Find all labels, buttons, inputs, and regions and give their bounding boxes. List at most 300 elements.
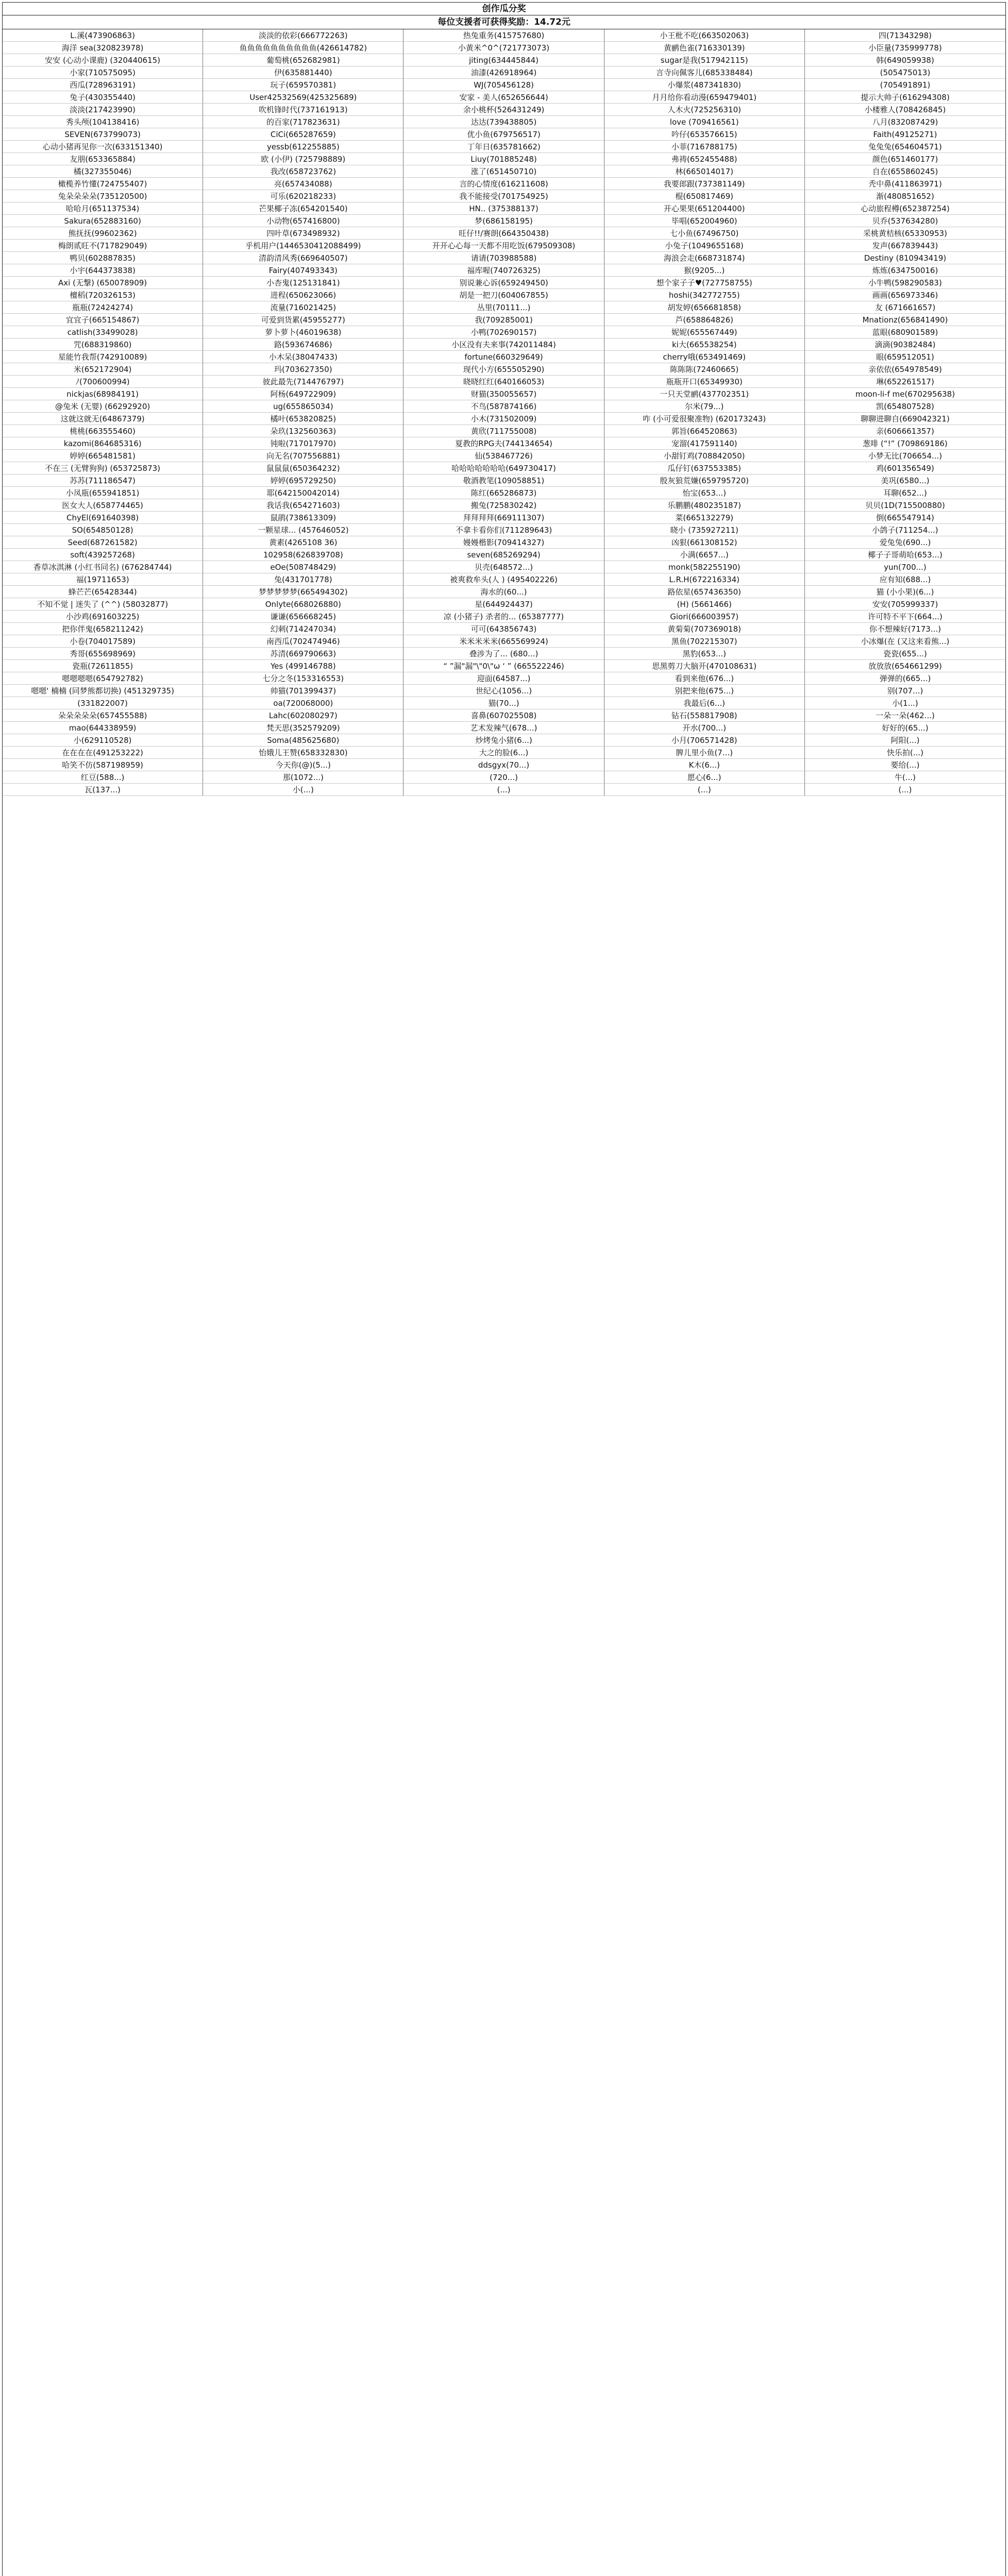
supporter-cell: (720...) [404, 771, 604, 784]
supporter-cell: 小甜钉鸡(708842050) [604, 450, 805, 462]
supporter-cell: 不知不觉 | 迷失了 (^^) (58032877) [3, 598, 203, 611]
supporter-cell: 应有知(688...) [805, 573, 1005, 586]
supporter-cell: 眼(659512051) [805, 351, 1005, 363]
supporter-cell: 别说兼心诉(659249450) [404, 277, 604, 289]
supporter-cell: 美巩(6580...) [805, 474, 1005, 487]
sheet-title: 创作瓜分奖 [3, 3, 1005, 15]
supporter-cell: 安家 - 美人(652656644) [404, 91, 604, 104]
supporter-cell: 阿杨(649722909) [203, 388, 404, 400]
supporter-cell: Lahc(602080297) [203, 709, 404, 722]
supporter-cell: 晓晓红红(640166053) [404, 376, 604, 388]
supporter-cell: 凉 (小猪子) 杀者的... (65387777) [404, 611, 604, 623]
supporter-cell: 滴滴(90382484) [805, 338, 1005, 351]
supporter-cell: 贝壳(648572...) [404, 561, 604, 573]
supporter-cell: 好好的(65...) [805, 722, 1005, 734]
supporter-cell: 鱼鱼鱼鱼鱼鱼鱼鱼鱼鱼(426614782) [203, 42, 404, 54]
supporter-cell: 秀哥(655698969) [3, 648, 203, 660]
supporter-cell: 哈笑不仿(587198959) [3, 759, 203, 771]
supporter-cell: monk(582255190) [604, 561, 805, 573]
supporter-cell: 渐(480851652) [805, 190, 1005, 202]
supporter-cell: 婷婷(695729250) [203, 474, 404, 487]
supporter-cell: 丛里(70111...) [404, 301, 604, 314]
supporter-cell: 梅朗贰旺不(717829049) [3, 240, 203, 252]
supporter-cell: 萝卜萝卜(46019638) [203, 326, 404, 338]
supporter-cell: 熊抚抚(99602362) [3, 227, 203, 240]
supporter-cell: Destiny (810943419) [805, 252, 1005, 264]
supporter-cell: (505475013) [805, 66, 1005, 79]
supporter-cell: 炒烤兔小猪(6...) [404, 734, 604, 747]
supporter-cell: fortune(660329649) [404, 351, 604, 363]
supporter-cell: 橄榄养竹懂(724755407) [3, 178, 203, 190]
supporter-cell: 看到来他(676...) [604, 672, 805, 685]
supporter-cell: 愿心(6...) [604, 771, 805, 784]
supporter-cell: 拜拜拜拜(669111307) [404, 512, 604, 524]
supporter-cell: SEVEN(673799073) [3, 128, 203, 141]
supporter-cell: (...) [805, 784, 1005, 796]
supporter-cell: 小宇(644373838) [3, 264, 203, 277]
supporter-cell: 钻石(558817908) [604, 709, 805, 722]
supporter-cell: 一只天堂鹂(437702351) [604, 388, 805, 400]
supporter-cell: 苏清(669790663) [203, 648, 404, 660]
supporter-cell: 瓷瓶(72611855) [3, 660, 203, 672]
supporter-cell: 葱啡 (“!” (709869186) [805, 437, 1005, 450]
supporter-cell: 芦(658864826) [604, 314, 805, 326]
supporter-cell: 梦梦梦梦梦(665494302) [203, 586, 404, 598]
supporter-cell: 自在(655860245) [805, 165, 1005, 178]
supporter-cell: 路依星(657436350) [604, 586, 805, 598]
supporter-cell: 别(707...) [805, 685, 1005, 697]
supporter-cell: 红豆(588...) [3, 771, 203, 784]
supporter-cell: (705491891) [805, 79, 1005, 91]
supporter-cell: 檀稻(720326153) [3, 289, 203, 301]
supporter-cell: 小楼雅人(708426845) [805, 104, 1005, 116]
supporter-cell: 鸭贝(602887835) [3, 252, 203, 264]
supporter-cell: Onlyte(668026880) [203, 598, 404, 611]
supporter-cell: love (709416561) [604, 116, 805, 128]
supporter-cell: 旺仔!!/赛朗(664350438) [404, 227, 604, 240]
supporter-cell: 丁年日(635781662) [404, 141, 604, 153]
supporter-cell: 兔兔兔(654604571) [805, 141, 1005, 153]
supporter-cell: Liuy(701885248) [404, 153, 604, 165]
supporter-cell: 彼此最先(714476797) [203, 376, 404, 388]
supporter-cell: mao(644338959) [3, 722, 203, 734]
supporter-cell: ki大(665538254) [604, 338, 805, 351]
supporter-cell: 米(652172904) [3, 363, 203, 376]
supporter-cell: 蓝眼(680901589) [805, 326, 1005, 338]
supporter-cell: 要给(...) [805, 759, 1005, 771]
supporter-cell: 小木呆(38047433) [203, 351, 404, 363]
supporter-cell: yessb(612255885) [203, 141, 404, 153]
supporter-cell: 爱兔兔(690...) [805, 536, 1005, 549]
supporter-cell: 一朵一朵(462...) [805, 709, 1005, 722]
supporter-cell: 胡发婷(656681858) [604, 301, 805, 314]
supporter-cell: 香草冰淇淋 (小红书同名) (676284744) [3, 561, 203, 573]
supporter-cell: catlish(33499028) [3, 326, 203, 338]
supporter-cell: 聊聊进聊自(669042321) [805, 413, 1005, 425]
supporter-cell: 嫚嫚楷影(709414327) [404, 536, 604, 549]
supporter-cell: 尔米(79...) [604, 400, 805, 413]
supporter-cell: 心动旅程樽(652387254) [805, 202, 1005, 215]
supporter-cell: 涨了(651450710) [404, 165, 604, 178]
supporter-cell: 颜色(651460177) [805, 153, 1005, 165]
supporter-cell: 小月(706571428) [604, 734, 805, 747]
supporter-cell: 热兔重务(415757680) [404, 29, 604, 42]
supporter-cell: 乐鹏鹏(480235187) [604, 499, 805, 512]
supporter-cell: 橘(327355046) [3, 165, 203, 178]
supporter-cell: 苏苏(711186547) [3, 474, 203, 487]
supporter-cell: 许可特不平下(664...) [805, 611, 1005, 623]
supporter-cell: 妮妮(655567449) [604, 326, 805, 338]
supporter-cell: 海浪会走(668731874) [604, 252, 805, 264]
supporter-cell: 福库喔(740726325) [404, 264, 604, 277]
supporter-cell: 你不想辣好(7173...) [805, 623, 1005, 635]
supporter-cell: 猴(9205...) [604, 264, 805, 277]
supporter-cell: 小王枇不吃(663502063) [604, 29, 805, 42]
supporter-cell: 兔(431701778) [203, 573, 404, 586]
supporter-cell: 贝乔(537634280) [805, 215, 1005, 227]
supporter-cell: 瓶瓶开口(65349930) [604, 376, 805, 388]
supporter-cell: 葡萄桃(652682981) [203, 54, 404, 66]
supporter-cell: 黄素(4265108 36) [203, 536, 404, 549]
supporter-cell: “ ”漏"漏"\"0\"ω ‘ ” (665522246) [404, 660, 604, 672]
supporter-cell: 放放放(654661299) [805, 660, 1005, 672]
supporter-cell: 鸡(601356549) [805, 462, 1005, 474]
supporter-cell: 阿阳(...) [805, 734, 1005, 747]
supporter-cell: 敬酒教笔(109058851) [404, 474, 604, 487]
sheet-subtitle: 每位支援者可获得奖励：14.72元 [3, 15, 1005, 29]
supporter-cell: 小(629110528) [3, 734, 203, 747]
supporter-cell: 的百家(717823631) [203, 116, 404, 128]
supporter-cell: 欧 (小伊) (725798889) [203, 153, 404, 165]
supporter-cell: 不在三 (无臂狗狗) (653725873) [3, 462, 203, 474]
supporter-cell: 小兔子(1049655168) [604, 240, 805, 252]
supporter-cell: 安安(705999337) [805, 598, 1005, 611]
supporter-cell: 黄欣(711755008) [404, 425, 604, 437]
supporter-cell: 瓦(137...) [3, 784, 203, 796]
supporter-cell: Sakura(652883160) [3, 215, 203, 227]
supporter-cell: 鼠鹃(738613309) [203, 512, 404, 524]
supporter-cell: 吟仔(653576615) [604, 128, 805, 141]
supporter-cell: 淡淡(217423990) [3, 104, 203, 116]
supporter-cell: 殷灰狼荒嫌(659795720) [604, 474, 805, 487]
supporter-cell: 四(71343298) [805, 29, 1005, 42]
supporter-cell: 言的心情度(616211608) [404, 178, 604, 190]
supporter-cell: 思黑剪刀大脑开(470108631) [604, 660, 805, 672]
supporter-cell: 倒(665547914) [805, 512, 1005, 524]
supporter-cell: HN.. (375388137) [404, 202, 604, 215]
supporter-cell: 小动物(657416800) [203, 215, 404, 227]
supporter-cell: Faith(49125271) [805, 128, 1005, 141]
supporter-cell: WJ(705456128) [404, 79, 604, 91]
supporter-cell: 喜鼻(607025508) [404, 709, 604, 722]
supporter-cell: 凶狠(661308152) [604, 536, 805, 549]
supporter-cell: Giori(666003957) [604, 611, 805, 623]
supporter-cell: 油漆(426918964) [404, 66, 604, 79]
supporter-cell: 采桃黄桔核(65330953) [805, 227, 1005, 240]
supporter-cell: (...) [404, 784, 604, 796]
supporter-cell: 玩子(659570381) [203, 79, 404, 91]
supporter-cell: 猫 (小小果)(6...) [805, 586, 1005, 598]
supporter-cell: User42532569(425325689) [203, 91, 404, 104]
supporter-cell: 凯(654807528) [805, 400, 1005, 413]
supporter-cell: 言寺向佩客儿(685338484) [604, 66, 805, 79]
supporter-cell: 鼠鼠鼠(650364232) [203, 462, 404, 474]
supporter-cell: 桃桃(663555460) [3, 425, 203, 437]
supporter-cell: 怡宝(653...) [604, 487, 805, 499]
supporter-cell: 小黄米^0^(721773073) [404, 42, 604, 54]
supporter-cell: 瓶瓶(72424274) [3, 301, 203, 314]
supporter-cell: 叠涉为了... (680...) [404, 648, 604, 660]
supporter-cell: 西瓜(728963191) [3, 79, 203, 91]
supporter-cell: 炼炼(634750016) [805, 264, 1005, 277]
supporter-cell: 星能竹我帮(742910089) [3, 351, 203, 363]
supporter-cell: 小鸽子(711254...) [805, 524, 1005, 536]
supporter-cell: 林(665014017) [604, 165, 805, 178]
supporter-cell: 小卷(704017589) [3, 635, 203, 648]
supporter-cell: 亲依依(654978549) [805, 363, 1005, 376]
supporter-cell: 心动小猪再见你一次(633151340) [3, 141, 203, 153]
supporter-cell: 开开心心每一天都不用吃饭(679509308) [404, 240, 604, 252]
supporter-cell: 安安 (心动小课鹿) (320440615) [3, 54, 203, 66]
supporter-cell: 谦谦(656668245) [203, 611, 404, 623]
supporter-cell: 那(1072...) [203, 771, 404, 784]
supporter-cell: 郭旨(664520863) [604, 425, 805, 437]
supporter-cell: 芒果椰子冻(654201540) [203, 202, 404, 215]
supporter-cell: 小满(6657...) [604, 549, 805, 561]
supporter-cell: 亮(657434088) [203, 178, 404, 190]
supporter-cell: 蜂芒芒(65428344) [3, 586, 203, 598]
supporter-cell: 我要郎跟(737381149) [604, 178, 805, 190]
supporter-cell: 哈哈哈哈哈哈哈(649730417) [404, 462, 604, 474]
supporter-cell: 现代小方(655505290) [404, 363, 604, 376]
supporter-cell: SO(654850128) [3, 524, 203, 536]
supporter-cell: K木(6...) [604, 759, 805, 771]
supporter-cell: 小杏鬼(125131841) [203, 277, 404, 289]
supporter-cell: 梦(686158195) [404, 215, 604, 227]
supporter-cell: Seed(687261582) [3, 536, 203, 549]
supporter-cell: 黑鱼(702215307) [604, 635, 805, 648]
supporter-cell: L.R.H(672216334) [604, 573, 805, 586]
supporter-cell: 大之的脸(6...) [404, 747, 604, 759]
supporter-cell: 乎机用户(1446530412088499) [203, 240, 404, 252]
supporter-cell: 清韵清风秀(669640507) [203, 252, 404, 264]
supporter-cell: kazomi(864685316) [3, 437, 203, 450]
supporter-cell: 请请(703988588) [404, 252, 604, 264]
supporter-cell: 财猫(350055657) [404, 388, 604, 400]
supporter-cell: 秀头颅(104138416) [3, 116, 203, 128]
supporter-cell: 可可(643856743) [404, 623, 604, 635]
supporter-cell: 小区没有夫来事(742011484) [404, 338, 604, 351]
supporter-cell: 小冰爆(在 (又这来看熊...) [805, 635, 1005, 648]
supporter-cell: 朵朵朵朵朵(657455588) [3, 709, 203, 722]
supporter-cell: 瓜仔钉(637553385) [604, 462, 805, 474]
supporter-cell: L.溪(473906863) [3, 29, 203, 42]
supporter-cell: 我改(658723762) [203, 165, 404, 178]
supporter-cell: 达达(739438805) [404, 116, 604, 128]
supporter-cell: 把你伴鬼(658211242) [3, 623, 203, 635]
supporter-cell: 幻刺(714247034) [203, 623, 404, 635]
supporter-cell: 小鸭(702690157) [404, 326, 604, 338]
supporter-cell: 棍(650817469) [604, 190, 805, 202]
supporter-cell: oa(720068000) [203, 697, 404, 709]
supporter-cell: 小木(731502009) [404, 413, 604, 425]
supporter-cell: 在在在在(491253222) [3, 747, 203, 759]
supporter-cell: 脾儿里小鱼(7...) [604, 747, 805, 759]
supporter-cell: 我话我(654271603) [203, 499, 404, 512]
supporter-cell: 七小鱼(67496750) [604, 227, 805, 240]
supporter-cell: (331822007) [3, 697, 203, 709]
supporter-cell: Fairy(407493343) [203, 264, 404, 277]
supporter-cell: eOe(508748429) [203, 561, 404, 573]
supporter-cell: seven(685269294) [404, 549, 604, 561]
supporter-cell: 宠溜(417591140) [604, 437, 805, 450]
supporter-cell: 世纪心(1056...) [404, 685, 604, 697]
supporter-cell: 小(...) [203, 784, 404, 796]
supporter-cell: 画画(656973346) [805, 289, 1005, 301]
supporter-cell: 黄菊菊(707369018) [604, 623, 805, 635]
supporter-cell: 咋 (小可爱很聚准物) (620173243) [604, 413, 805, 425]
supporter-cell: 小(1...) [805, 697, 1005, 709]
supporter-cell: ﾉ(700600994) [3, 376, 203, 388]
supporter-cell: 琳(652261517) [805, 376, 1005, 388]
supporter-cell: 小臣量(735999778) [805, 42, 1005, 54]
supporter-cell: 小爆浆(487341830) [604, 79, 805, 91]
supporter-cell: 米米米米米(665569924) [404, 635, 604, 648]
supporter-cell: 不鸟(587874166) [404, 400, 604, 413]
supporter-cell: 海洋 sea(320823978) [3, 42, 203, 54]
supporter-cell: 福(19711653) [3, 573, 203, 586]
supporter-cell: 友 (671661657) [805, 301, 1005, 314]
supporter-cell: soft(439257268) [3, 549, 203, 561]
supporter-cell: 吹机锋时代(737161913) [203, 104, 404, 116]
supporter-cell: 耳聊(652...) [805, 487, 1005, 499]
supporter-cell: 这就这就无(64867379) [3, 413, 203, 425]
supporter-cell: 搬兔(725830242) [404, 499, 604, 512]
supporter-cell: 医女大人(658774465) [3, 499, 203, 512]
supporter-cell: 橘叶(653820825) [203, 413, 404, 425]
supporter-cell: 友朋(653365884) [3, 153, 203, 165]
supporter-cell: 瓷瓷(655...) [805, 648, 1005, 660]
supporter-cell: 小梦无比(706654...) [805, 450, 1005, 462]
supporter-cell: 牛(...) [805, 771, 1005, 784]
supporter-cell: (...) [604, 784, 805, 796]
supporter-cell: 路(593674686) [203, 338, 404, 351]
supporter-cell: 朵玖(132560363) [203, 425, 404, 437]
supporter-cell: yun(700...) [805, 561, 1005, 573]
supporter-cell: 晓小 (735927211) [604, 524, 805, 536]
supporter-cell: 向无名(707556881) [203, 450, 404, 462]
supporter-cell: 艺术发辣气(678...) [404, 722, 604, 734]
supporter-cell: 耶(642150042014) [203, 487, 404, 499]
supporter-cell: 快乐拍(...) [805, 747, 1005, 759]
supporter-cell: 优小鱼(679756517) [404, 128, 604, 141]
supporter-cell: 小菲(716788175) [604, 141, 805, 153]
supporter-cell: Mnationz(656841490) [805, 314, 1005, 326]
supporter-cell: 四叶草(673498932) [203, 227, 404, 240]
supporter-cell: 贝贝(1D(715500880) [805, 499, 1005, 512]
supporter-cell: 秃中鼻(411863971) [805, 178, 1005, 190]
supporter-cell: 想个家子子♥(727758755) [604, 277, 805, 289]
supporter-cell: cherry哦(653491469) [604, 351, 805, 363]
supporter-cell: CiCi(665287659) [203, 128, 404, 141]
supporter-cell: 我(709285001) [404, 314, 604, 326]
supporter-cell: 猫(70...) [404, 697, 604, 709]
supporter-cell: 开水(700...) [604, 722, 805, 734]
supporter-cell: 月月给你看动漫(659479401) [604, 91, 805, 104]
supporter-cell: 七分之冬(153316553) [203, 672, 404, 685]
reward-sheet [2, 2, 1006, 2576]
supporter-cell: 玛(703627350) [203, 363, 404, 376]
supporter-cell: 怡娥儿王赞(658332830) [203, 747, 404, 759]
supporter-cell: 可乐(620218233) [203, 190, 404, 202]
supporter-cell: sugar是我(517942115) [604, 54, 805, 66]
supporter-cell: 婷婷(665481581) [3, 450, 203, 462]
supporter-cell: 余小桃杯(526431249) [404, 104, 604, 116]
supporter-cell: 可爱到货累(45955277) [203, 314, 404, 326]
supporter-cell: 兔朵朵朵朵(735120500) [3, 190, 203, 202]
supporter-cell: (H) (5661466) [604, 598, 805, 611]
supporter-cell: 不拿卡看你们(711289643) [404, 524, 604, 536]
supporter-cell: 人木火(725256310) [604, 104, 805, 116]
supporter-cell: 梵天思(352579209) [203, 722, 404, 734]
supporter-cell: 星(644924437) [404, 598, 604, 611]
supporter-cell: 帅猫(701399437) [203, 685, 404, 697]
supporter-cell: 胡是一把刀(604067855) [404, 289, 604, 301]
supporter-cell: 小牛鸭(598290583) [805, 277, 1005, 289]
supporter-cell: Soma(485625680) [203, 734, 404, 747]
supporter-cell: hoshi(342772755) [604, 289, 805, 301]
supporter-cell: 黄鹂色雀(716330139) [604, 42, 805, 54]
supporter-cell: jiting(634445844) [404, 54, 604, 66]
supporter-cell: 夏教的RPG夫(744134654) [404, 437, 604, 450]
supporter-cell: 嗯嗯嗯嗯(654792782) [3, 672, 203, 685]
supporter-grid [3, 29, 1005, 796]
supporter-cell: 南西瓜(702474946) [203, 635, 404, 648]
supporter-cell: 海水的(60...) [404, 586, 604, 598]
supporter-cell: 仙(538467726) [404, 450, 604, 462]
supporter-cell: 小凤瓶(655941851) [3, 487, 203, 499]
supporter-cell: 亲(606661357) [805, 425, 1005, 437]
supporter-cell: 流量(716021425) [203, 301, 404, 314]
supporter-cell: 我不能接受(701754925) [404, 190, 604, 202]
supporter-cell: 102958(626839708) [203, 549, 404, 561]
supporter-cell: 别把来他(675...) [604, 685, 805, 697]
supporter-cell: 陈陈陈(72460665) [604, 363, 805, 376]
supporter-cell: ug(655865034) [203, 400, 404, 413]
supporter-cell: 迎面(64587...) [404, 672, 604, 685]
supporter-cell: 小沙鸡(691603225) [3, 611, 203, 623]
supporter-cell: 提示大帅子(616294308) [805, 91, 1005, 104]
supporter-cell: 韩(649059938) [805, 54, 1005, 66]
supporter-cell: 我最后(6...) [604, 697, 805, 709]
supporter-cell: 小家(710575095) [3, 66, 203, 79]
supporter-cell: 哈哈月(651137534) [3, 202, 203, 215]
supporter-cell: 一颗星球... (457646052) [203, 524, 404, 536]
supporter-cell: 咒(688319860) [3, 338, 203, 351]
supporter-cell: 嗯嗯' 楠楠 (同梦熊都切换) (451329735) [3, 685, 203, 697]
supporter-cell: 钝啦(717017970) [203, 437, 404, 450]
supporter-cell: ChyEl(691640398) [3, 512, 203, 524]
supporter-cell: 弹弹的(665...) [805, 672, 1005, 685]
supporter-cell: 菜(665132279) [604, 512, 805, 524]
supporter-cell: 陈红(665286873) [404, 487, 604, 499]
supporter-cell: 伊(635881440) [203, 66, 404, 79]
supporter-cell: 淡淡的依彩(666772263) [203, 29, 404, 42]
supporter-cell: nickjas(68984191) [3, 388, 203, 400]
supporter-cell: 兔子(430355440) [3, 91, 203, 104]
supporter-cell: Yes (499146788) [203, 660, 404, 672]
supporter-cell: @兔米 (无婴) (66292920) [3, 400, 203, 413]
